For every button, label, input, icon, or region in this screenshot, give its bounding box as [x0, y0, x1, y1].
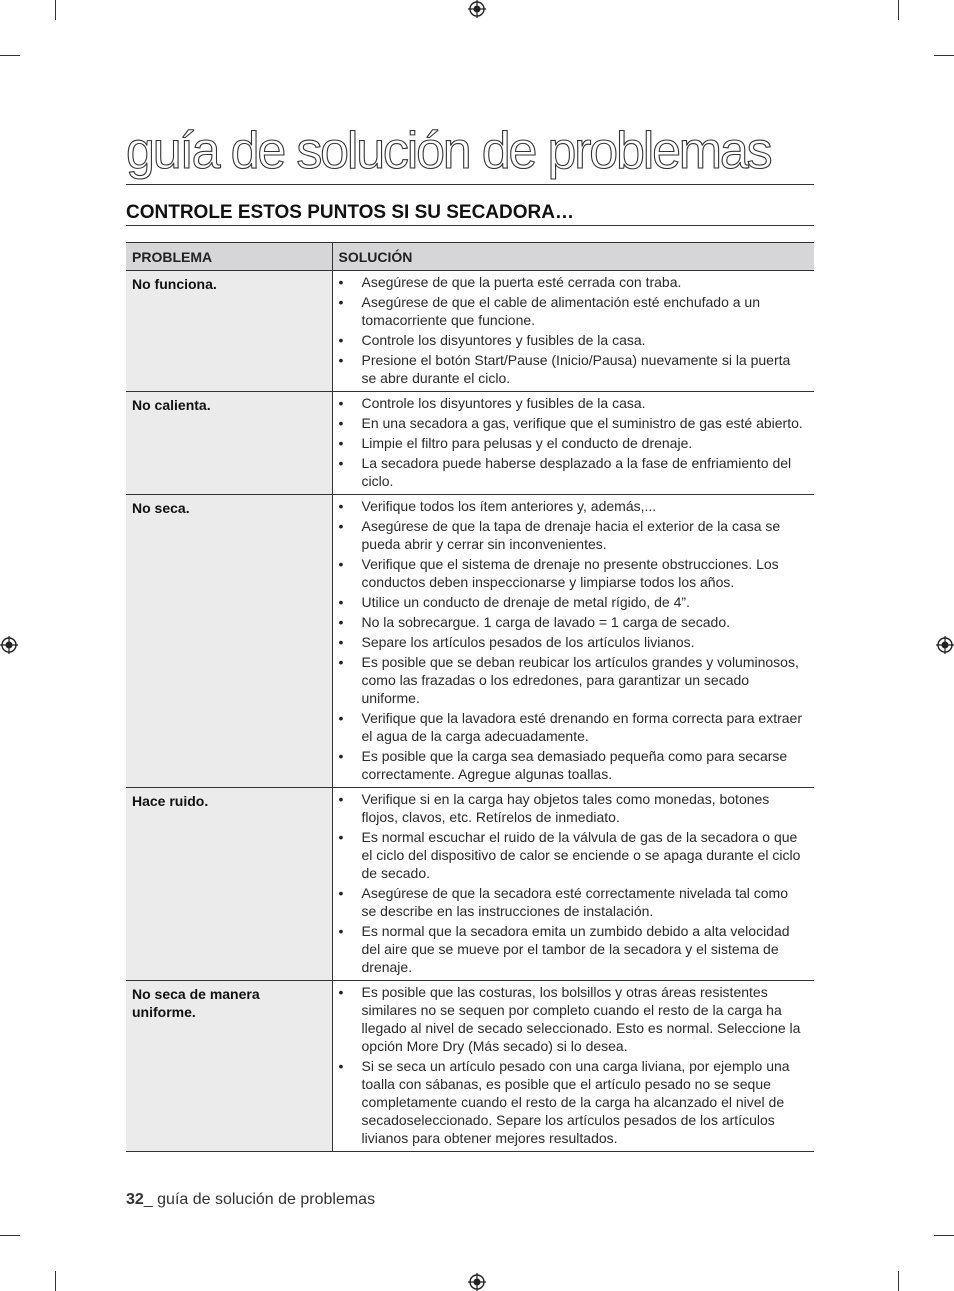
crop-mark	[0, 1235, 20, 1236]
page-footer	[126, 1191, 375, 1209]
list-item: • Asegúrese de que la puerta esté cerrada con traba.	[339, 273, 807, 291]
page-number: 32	[126, 1191, 144, 1208]
registration-mark-icon	[468, 0, 486, 18]
list-item: • Es normal que la secadora emita un zumbido debido a alta velocidad del aire que se mueve por el tambor de la secadora y el sistema de drenaje.	[339, 922, 807, 976]
list-item: • Limpie el filtro para pelusas y el conducto de drenaje.	[339, 434, 807, 452]
list-item: • Es posible que la carga sea demasiado pequeña como para secarse correctamente. Agregue algunas toallas.	[339, 747, 807, 783]
solution-cell	[332, 392, 814, 495]
table-row	[126, 788, 814, 981]
table-row	[126, 981, 814, 1152]
solution-cell	[332, 788, 814, 981]
list-item: • Verifique si en la carga hay objetos tales como monedas, botones flojos, clavos, etc. Retírelos de inmediato.	[339, 790, 807, 826]
list-item: • Separe los artículos pesados de los artículos livianos.	[339, 633, 807, 651]
list-item: • Asegúrese de que la tapa de drenaje hacia el exterior de la casa se pueda abrir y cerrar sin inconvenientes.	[339, 517, 807, 553]
list-item: • Controle los disyuntores y fusibles de la casa.	[339, 394, 807, 412]
solution-cell	[332, 495, 814, 788]
problem-cell: No funciona.	[126, 271, 332, 392]
solution-cell	[332, 981, 814, 1152]
problem-cell: No seca.	[126, 495, 332, 788]
list-item: • Controle los disyuntores y fusibles de la casa.	[339, 331, 807, 349]
registration-mark-icon	[468, 1273, 486, 1291]
list-item: • Utilice un conducto de drenaje de metal rígido, de 4”.	[339, 593, 807, 611]
registration-mark-icon	[936, 636, 954, 654]
table-row	[126, 392, 814, 495]
list-item: • Es posible que se deban reubicar los artículos grandes y voluminosos, como las frazadas o los edredones, para garantizar un secado uniforme.	[339, 653, 807, 707]
list-item: • Si se seca un artículo pesado con una carga liviana, por ejemplo una toalla con sábanas, es posible que el artículo pesado no se seque completamente cuando el resto de la carga ha alcanzado el nivel de secadoseleccionado. Separe los artículos pesados de los artículos livianos para obtener mejores resultados.	[339, 1057, 807, 1147]
crop-mark	[55, 1271, 56, 1291]
header-problem: PROBLEMA	[126, 243, 332, 271]
list-item: • Presione el botón Start/Pause (Inicio/Pausa) nuevamente si la puerta se abre durante el ciclo.	[339, 351, 807, 387]
list-item: • Verifique que la lavadora esté drenando en forma correcta para extraer el agua de la carga adecuadamente.	[339, 709, 807, 745]
crop-mark	[898, 0, 899, 20]
header-solution: SOLUCIÓN	[332, 243, 814, 271]
list-item: • Verifique que el sistema de drenaje no presente obstrucciones. Los conductos deben inspeccionarse y limpiarse todos los años.	[339, 555, 807, 591]
crop-mark	[0, 55, 20, 56]
problem-cell: No seca de manera uniforme.	[126, 981, 332, 1152]
list-item: • No la sobrecargue. 1 carga de lavado = 1 carga de secado.	[339, 613, 807, 631]
list-item: • Es normal escuchar el ruido de la válvula de gas de la secadora o que el ciclo del dispositivo de calor se enciende o se apaga durante el ciclo de secado.	[339, 828, 807, 882]
page-title: guía de solución de problemas	[126, 118, 814, 185]
list-item: • La secadora puede haberse desplazado a la fase de enfriamiento del ciclo.	[339, 454, 807, 490]
footer-text: _ guía de solución de problemas	[143, 1191, 376, 1208]
list-item: • Verifique todos los ítem anteriores y, además,...	[339, 497, 807, 515]
table-row	[126, 495, 814, 788]
section-heading: CONTROLE ESTOS PUNTOS SI SU SECADORA…	[126, 202, 814, 226]
troubleshooting-table	[126, 242, 814, 1152]
crop-mark	[55, 0, 56, 20]
registration-mark-icon	[0, 636, 18, 654]
list-item: • En una secadora a gas, verifique que el suministro de gas esté abierto.	[339, 414, 807, 432]
crop-mark	[934, 1235, 954, 1236]
problem-cell: No calienta.	[126, 392, 332, 495]
list-item: • Es posible que las costuras, los bolsillos y otras áreas resistentes similares no se sequen por completo cuando el resto de la carga ha llegado al nivel de secado seleccionado. Esto es normal. Seleccione la opción More Dry (Más secado) si lo desea.	[339, 983, 807, 1055]
table-row	[126, 271, 814, 392]
problem-cell: Hace ruido.	[126, 788, 332, 981]
crop-mark	[898, 1271, 899, 1291]
crop-mark	[934, 55, 954, 56]
list-item: • Asegúrese de que la secadora esté correctamente nivelada tal como se describe en las instrucciones de instalación.	[339, 884, 807, 920]
table-header-row	[126, 243, 814, 271]
solution-cell	[332, 271, 814, 392]
list-item: • Asegúrese de que el cable de alimentación esté enchufado a un tomacorriente que funcione.	[339, 293, 807, 329]
